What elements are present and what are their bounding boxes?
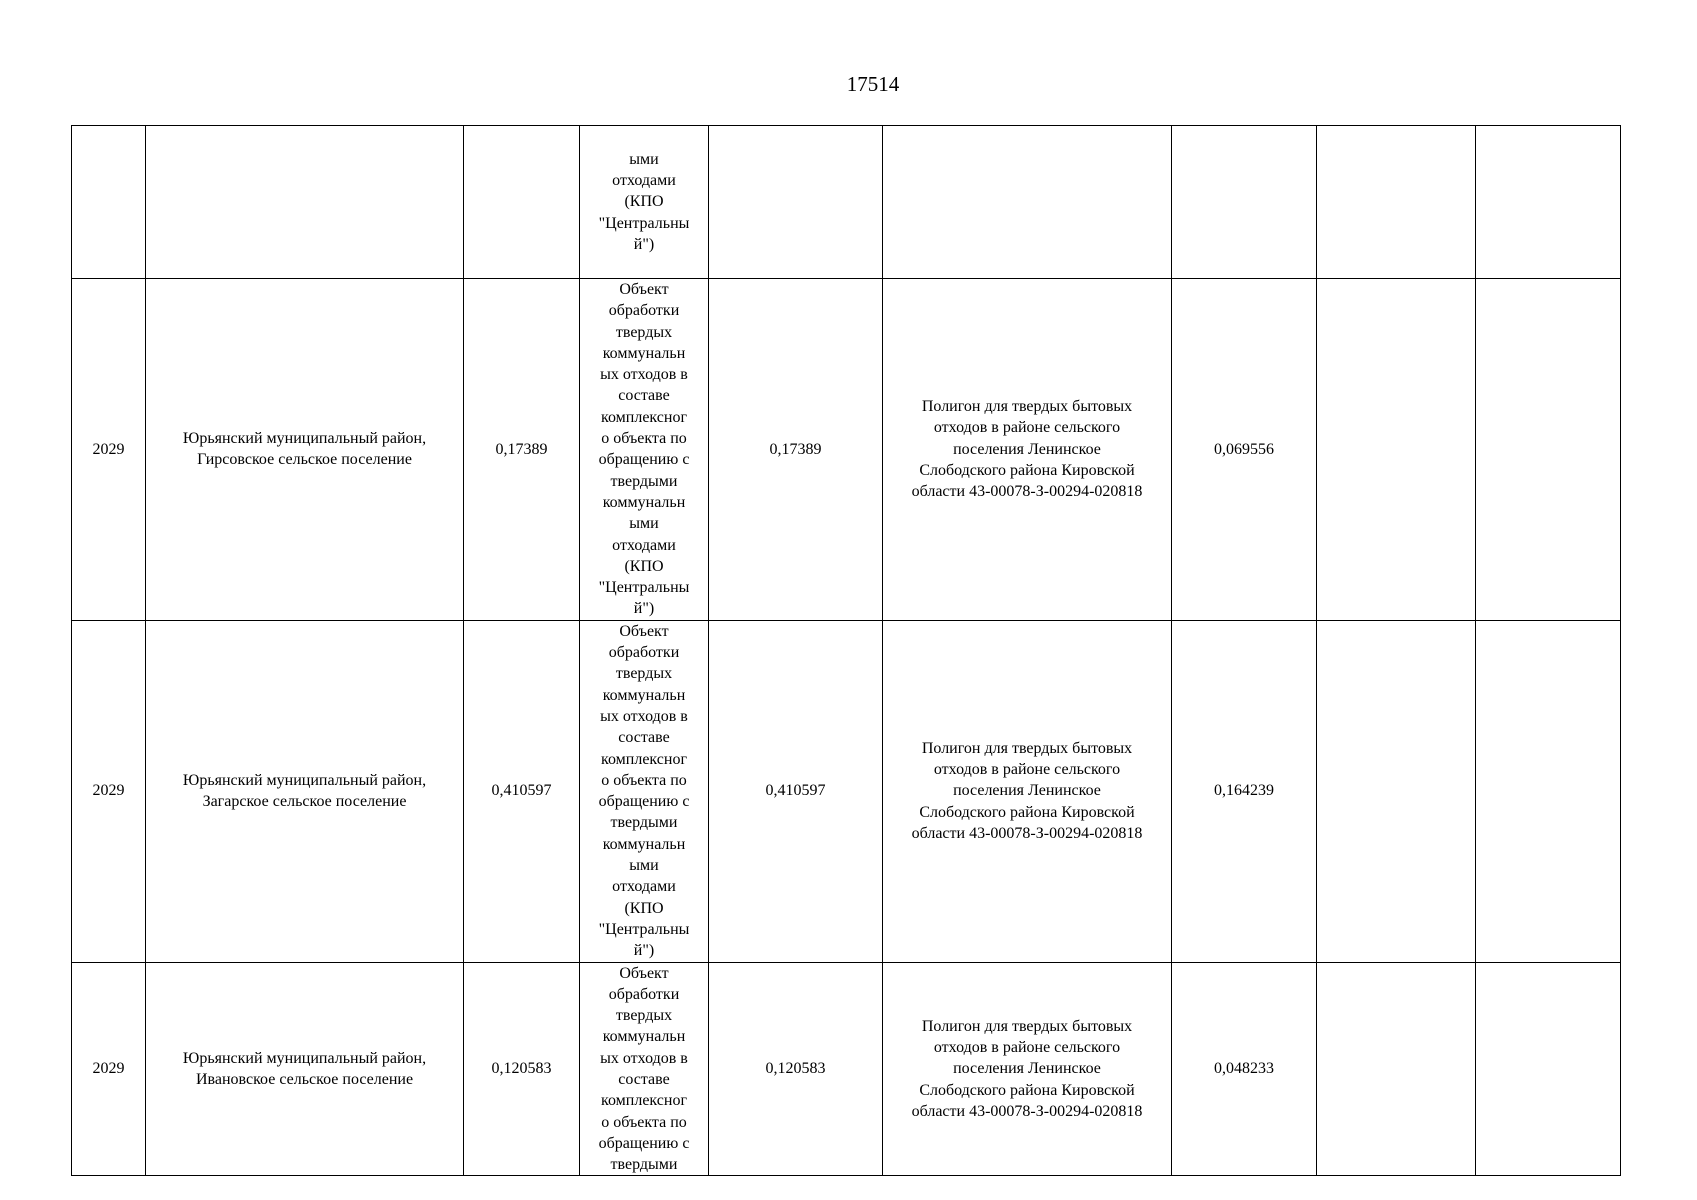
settlement-cell (146, 126, 464, 279)
processed-volume-cell: 0,120583 (709, 962, 883, 1176)
extra-cell-2 (1476, 126, 1621, 279)
text-line: твердых (615, 323, 673, 341)
text-line: твердых (615, 1007, 673, 1025)
table-row (72, 279, 1621, 621)
extra-cell-1 (1317, 962, 1476, 1176)
text-line: Загарское сельское поселение (202, 793, 407, 811)
text-line: Слободского района Кировской (919, 1081, 1135, 1099)
year-cell: 2029 (72, 962, 146, 1176)
landfill-cell (883, 279, 1172, 621)
extra-cell-1 (1317, 279, 1476, 621)
table-row (72, 620, 1621, 962)
landfill-cell (883, 962, 1172, 1176)
extra-cell-2 (1476, 279, 1621, 621)
processed-volume-cell: 0,17389 (709, 279, 883, 621)
text-line: комплексног (600, 750, 688, 768)
text-line: ых отходов в (600, 707, 688, 725)
text-line: Ивановское сельское поселение (195, 1070, 414, 1088)
text-line: Объект (619, 964, 669, 982)
landfill-cell (883, 620, 1172, 962)
text-line: коммунальн (602, 686, 686, 704)
settlement-cell (146, 962, 464, 1176)
text-line: о объекта по (601, 1113, 687, 1131)
text-line: твердыми (610, 472, 678, 490)
extra-cell-2 (1476, 962, 1621, 1176)
text-line: отходами (612, 536, 676, 554)
disposal-volume-cell: 0,164239 (1172, 620, 1317, 962)
volume-cell (464, 126, 580, 279)
settlement-cell (146, 620, 464, 962)
text-line: ыми (629, 150, 659, 168)
text-line: области 43-00078-З-00294-020818 (911, 483, 1143, 501)
processed-volume-cell (709, 126, 883, 279)
facility-cell (580, 620, 709, 962)
text-line: комплексног (600, 408, 688, 426)
text-line: поселения Ленинское (953, 782, 1101, 800)
text-line: (КПО (624, 193, 664, 211)
extra-cell-1 (1317, 620, 1476, 962)
text-line: коммунальн (602, 835, 686, 853)
text-line: отходами (612, 878, 676, 896)
text-line: Полигон для твердых бытовых (921, 1017, 1133, 1035)
text-line: поселения Ленинское (953, 1060, 1101, 1078)
disposal-volume-cell: 0,048233 (1172, 962, 1317, 1176)
text-line: й") (633, 235, 655, 253)
text-line: "Центральны (598, 920, 690, 938)
text-line: Гирсовское сельское поселение (197, 451, 412, 469)
volume-cell: 0,410597 (464, 620, 580, 962)
text-line: отходов в районе сельского (933, 419, 1121, 437)
text-line: Полигон для твердых бытовых (921, 739, 1133, 757)
text-line: составе (618, 729, 670, 747)
text-line: Полигон для твердых бытовых (921, 398, 1133, 416)
disposal-volume-cell: 0,069556 (1172, 279, 1317, 621)
text-line: ыми (629, 515, 659, 533)
text-line: коммунальн (602, 1028, 686, 1046)
year-cell (72, 126, 146, 279)
text-line: коммунальн (602, 493, 686, 511)
year-cell: 2029 (72, 620, 146, 962)
extra-cell-1 (1317, 126, 1476, 279)
table-row (72, 962, 1621, 1176)
year-cell: 2029 (72, 279, 146, 621)
text-line: "Центральны (598, 579, 690, 597)
text-line: отходов в районе сельского (933, 761, 1121, 779)
processed-volume-cell: 0,410597 (709, 620, 883, 962)
text-line: обработки (608, 985, 680, 1003)
text-line: Юрьянский муниципальный район, (182, 771, 427, 789)
volume-cell: 0,120583 (464, 962, 580, 1176)
text-line: о объекта по (601, 430, 687, 448)
text-line: Объект (619, 622, 669, 640)
text-line: обращению с (598, 451, 690, 469)
text-line: составе (618, 387, 670, 405)
text-line: ых отходов в (600, 1049, 688, 1067)
settlement-cell (146, 279, 464, 621)
text-line: поселения Ленинское (953, 440, 1101, 458)
text-line: о объекта по (601, 771, 687, 789)
text-line: ыми (629, 857, 659, 875)
text-line: Юрьянский муниципальный район, (182, 1049, 427, 1067)
text-line: Слободского района Кировской (919, 803, 1135, 821)
text-line: коммунальн (602, 344, 686, 362)
facility-cell (580, 962, 709, 1176)
text-line: Объект (619, 281, 669, 298)
table-row-continuation (72, 126, 1621, 279)
text-line: отходами (612, 172, 676, 190)
text-line: (КПО (624, 899, 664, 917)
waste-flow-table (71, 125, 1621, 1176)
text-line: обработки (608, 302, 680, 320)
page-number: 17514 (846, 72, 900, 96)
text-line: ых отходов в (600, 366, 688, 384)
facility-cell (580, 126, 709, 279)
text-line: твердых (615, 665, 673, 683)
text-line: обращению с (598, 793, 690, 811)
text-line: твердыми (610, 814, 678, 832)
volume-cell: 0,17389 (464, 279, 580, 621)
text-line: области 43-00078-З-00294-020818 (911, 825, 1143, 843)
text-line: составе (618, 1070, 670, 1088)
text-line: Слободского района Кировской (919, 462, 1135, 480)
text-line: (КПО (624, 557, 664, 575)
text-line: "Центральны (598, 214, 690, 232)
disposal-volume-cell (1172, 126, 1317, 279)
facility-cell (580, 279, 709, 621)
text-line: твердыми (610, 1156, 678, 1174)
text-line: комплексног (600, 1092, 688, 1110)
text-line: области 43-00078-З-00294-020818 (911, 1102, 1143, 1120)
landfill-cell (883, 126, 1172, 279)
text-line: й") (633, 942, 655, 960)
text-line: отходов в районе сельского (933, 1039, 1121, 1057)
text-line: обработки (608, 644, 680, 662)
extra-cell-2 (1476, 620, 1621, 962)
text-line: обращению с (598, 1134, 690, 1152)
text-line: й") (633, 600, 655, 618)
text-line: Юрьянский муниципальный район, (182, 430, 427, 448)
